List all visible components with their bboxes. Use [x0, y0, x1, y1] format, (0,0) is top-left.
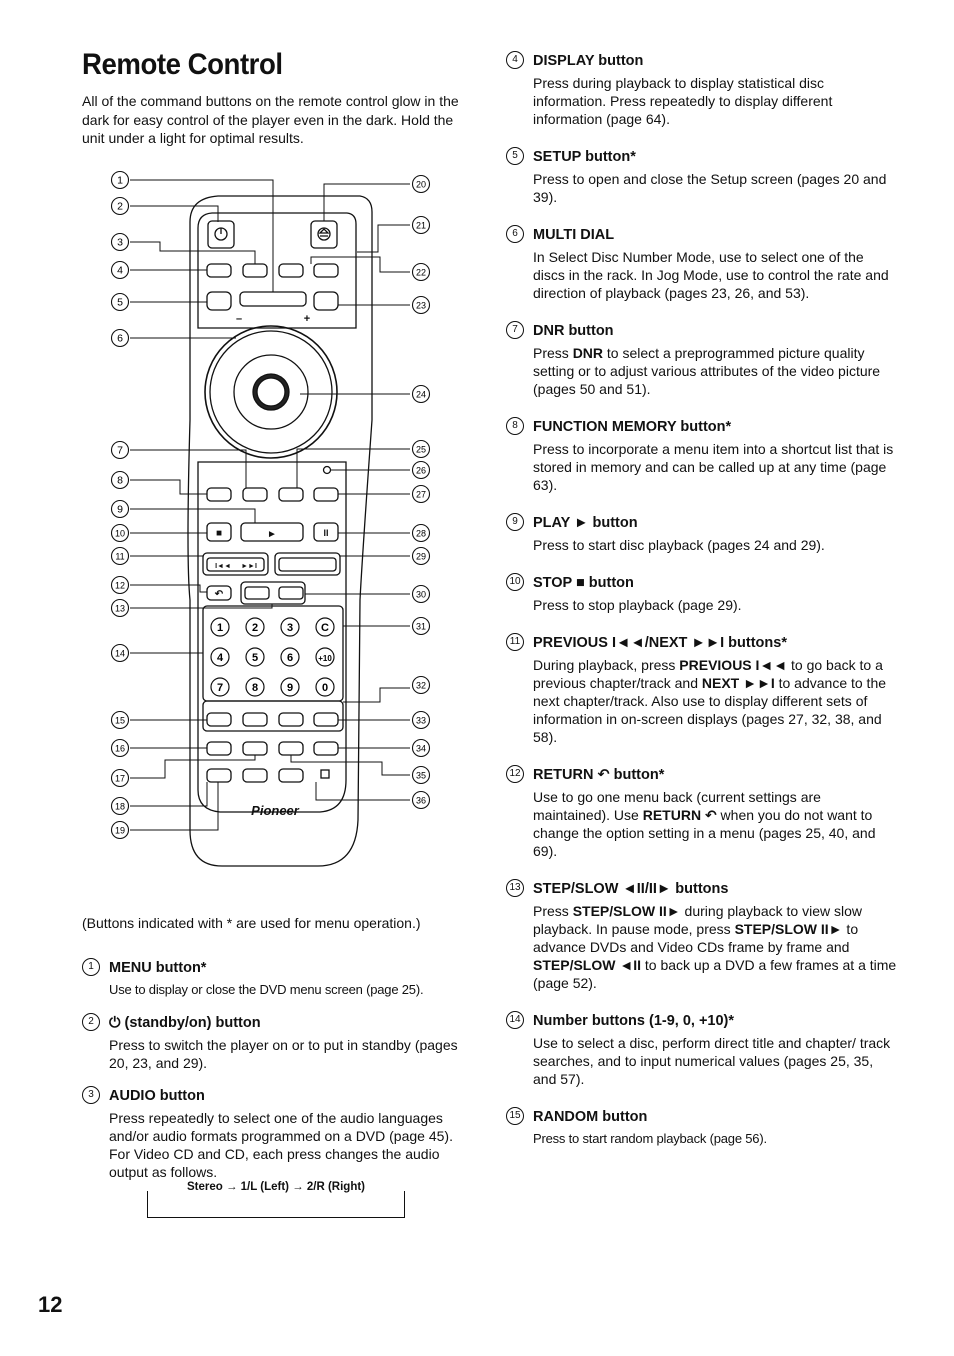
- item-number: 10: [506, 573, 524, 591]
- callout-number: 27: [415, 489, 427, 500]
- callout-number: 10: [114, 528, 126, 539]
- random-button: [207, 713, 231, 726]
- setup-button: [207, 292, 231, 310]
- item-description: Press during playback to display statistical disc information. Press repeatedly to display different information (page 64).: [533, 75, 833, 127]
- item-description: Use to display or close the DVD menu screen (page 25).: [109, 982, 424, 997]
- item-number: 6: [506, 225, 524, 243]
- item-previous-next: [506, 634, 898, 746]
- item-description: Press to open and close the Setup screen (pages 20 and 39).: [533, 171, 887, 205]
- item-number: 14: [506, 1011, 524, 1029]
- item-number: 5: [506, 147, 524, 165]
- number-key-label: 3: [286, 622, 294, 634]
- dnr-button: [207, 488, 231, 501]
- item-number: 1: [82, 958, 100, 976]
- item-number: 2: [82, 1013, 100, 1031]
- item-title: PLAY ► button: [533, 515, 638, 531]
- descriptions-left-column: [82, 959, 477, 1218]
- number-key-label: 0: [321, 682, 329, 694]
- number-key-label: 2: [251, 622, 259, 634]
- item-number: 11: [506, 633, 524, 651]
- item-title: DISPLAY button: [533, 53, 644, 69]
- callout-number: 28: [415, 528, 427, 539]
- remote-brand: Pioneer: [251, 803, 299, 818]
- callout-number: 31: [415, 621, 427, 632]
- callout-number: 1: [117, 174, 123, 187]
- number-key-label: 9: [286, 682, 294, 694]
- standby-button: [208, 221, 234, 248]
- play-symbol: ►: [267, 529, 277, 540]
- callouts-left: [112, 172, 129, 839]
- item-description: Press STEP/SLOW II► during playback to view slow playback. In pause mode, press STEP/SLOW II► to advance DVDs and Video CDs frame by frame and STEP/SLOW ◄II to back up a DVD a few frames at a time (page 52).: [533, 903, 897, 991]
- item-description: Press to start disc playback (pages 24 and 29).: [533, 537, 825, 553]
- item-menu: [82, 959, 477, 999]
- callout-number: 24: [415, 389, 427, 400]
- callout-number: 35: [415, 770, 427, 781]
- power-icon: ⏻: [109, 1015, 121, 1031]
- item-display: [506, 52, 898, 128]
- item-description: Press to incorporate a menu item into a shortcut list that is stored in memory and can be called up at any time (page 63).: [533, 441, 894, 493]
- number-key-label: 6: [286, 652, 294, 664]
- number-key-label: +10: [318, 654, 332, 663]
- callout-number: 13: [114, 603, 126, 614]
- display-button: [207, 264, 231, 277]
- callout-number: 2: [117, 200, 123, 213]
- item-description-2: For Video CD and CD, each press changes the audio output as follows.: [109, 1146, 440, 1180]
- item-title: FUNCTION MEMORY button*: [533, 419, 732, 435]
- callout-number: 9: [117, 503, 123, 516]
- item-return: [506, 766, 898, 860]
- item-title: MULTI DIAL: [533, 227, 615, 243]
- audio-cycle-text: Stereo → 1/L (Left) → 2/R (Right): [168, 1181, 384, 1193]
- item-number: 8: [506, 417, 524, 435]
- item-multi-dial: [506, 226, 898, 302]
- descriptions-right-column: [506, 52, 898, 1148]
- step-back-button: [245, 587, 269, 599]
- callout-number: 33: [415, 715, 427, 726]
- intro-paragraph: All of the command buttons on the remote control glow in the dark for easy control of the player even in the dark. Hold the unit under a light for optimal results.: [82, 93, 459, 146]
- callout-number: 12: [114, 580, 126, 591]
- callout-number: 5: [117, 296, 123, 309]
- remote-inner-panel: [198, 213, 356, 328]
- item-standby: [82, 1014, 477, 1072]
- callout-number: 16: [114, 743, 126, 754]
- item-audio: [82, 1087, 477, 1218]
- item-setup: [506, 148, 898, 206]
- callout-number: 8: [117, 474, 123, 487]
- prev-symbol: I◄◄: [215, 563, 231, 570]
- item-description: Press to start random playback (page 56).: [533, 1131, 767, 1146]
- number-keypad: [211, 618, 334, 696]
- menu-operation-note: (Buttons indicated with * are used for menu operation.): [82, 915, 421, 931]
- callout-number: 15: [114, 715, 126, 726]
- item-description: Use to select a disc, perform direct title and chapter/ track searches, and to input numerical values (pages 25, 35, and 57).: [533, 1035, 891, 1087]
- item-description: Use to go one menu back (current settings are maintained). Use RETURN ↶ when you do not want to change the option setting in a menu (pages 25, 40, and 69).: [533, 789, 876, 859]
- callout-number: 22: [415, 267, 427, 278]
- callout-number: 14: [114, 648, 126, 659]
- item-description: Press to stop playback (page 29).: [533, 597, 742, 613]
- item-title: STEP/SLOW ◄II/II► buttons: [533, 881, 729, 897]
- function-memory-button: [279, 488, 303, 501]
- return-symbol: ↶: [214, 589, 224, 600]
- number-key-label: 7: [216, 682, 224, 694]
- audio-button: [243, 264, 267, 277]
- callout-number: 29: [415, 551, 427, 562]
- stop-symbol: ■: [215, 528, 223, 539]
- item-number-buttons: [506, 1012, 898, 1088]
- item-title: [109, 1014, 477, 1033]
- item-play: [506, 514, 898, 554]
- item-function-memory: [506, 418, 898, 494]
- item-title: RANDOM button: [533, 1109, 648, 1125]
- open-close-button: [311, 221, 337, 248]
- item-title-text: (standby/on) button: [124, 1015, 261, 1031]
- number-key-label: 1: [216, 622, 224, 634]
- item-description: During playback, press PREVIOUS I◄◄ to go back to a previous chapter/track and NEXT ►►I to advance to the next chapter/track. Also use to display different sets of information in on-screen displays (pages 27, 32, 38, and 58).: [533, 657, 887, 745]
- callout-number: 11: [115, 551, 125, 562]
- callout-number: 34: [415, 743, 427, 754]
- plus-label: +: [303, 313, 311, 325]
- number-key-label: 8: [251, 682, 259, 694]
- page-number: 12: [38, 1292, 63, 1317]
- callout-number: 6: [117, 332, 123, 345]
- item-description: In Select Disc Number Mode, use to select one of the discs in the rack. In Jog Mode, use to control the rate and direction of playback (pages 23, 26, and 53).: [533, 249, 889, 301]
- menu-button: [240, 292, 306, 306]
- callout-number: 20: [415, 179, 427, 190]
- item-number: 4: [506, 51, 524, 69]
- item-title: PREVIOUS I◄◄/NEXT ►►I buttons*: [533, 635, 787, 651]
- callout-number: 17: [114, 773, 126, 784]
- item-number: 3: [82, 1086, 100, 1104]
- item-description: Press to switch the player on or to put in standby (pages 20, 23, and 29).: [109, 1037, 458, 1071]
- item-title: Number buttons (1-9, 0, +10)*: [533, 1013, 735, 1029]
- callout-number: 36: [415, 795, 427, 806]
- item-description: Press DNR to select a preprogrammed picture quality setting or to adjust various attributes of the video picture (pages 50 and 51).: [533, 345, 881, 397]
- callout-number: 7: [117, 444, 123, 457]
- minus-label: –: [235, 313, 243, 325]
- item-number: 13: [506, 879, 524, 897]
- item-description: Press repeatedly to select one of the audio languages and/or audio formats programmed on a DVD (page 45).: [109, 1110, 453, 1144]
- step-fwd-button: [279, 587, 303, 599]
- callout-number: 30: [415, 589, 427, 600]
- item-title: MENU button*: [109, 960, 207, 976]
- item-title: STOP ■ button: [533, 575, 634, 591]
- number-key-label: 5: [251, 652, 259, 664]
- callout-number: 3: [117, 236, 123, 249]
- item-number: 7: [506, 321, 524, 339]
- next-symbol: ►►I: [241, 563, 257, 570]
- item-stop: [506, 574, 898, 614]
- item-number: 12: [506, 765, 524, 783]
- callout-number: 18: [114, 801, 126, 812]
- page-title: Remote Control: [82, 48, 283, 81]
- callout-number: 26: [415, 465, 427, 476]
- callouts-right: [413, 176, 430, 809]
- number-key-label: 4: [216, 652, 224, 664]
- item-title: AUDIO button: [109, 1088, 205, 1104]
- item-title: DNR button: [533, 323, 614, 339]
- item-title: RETURN ↶ button*: [533, 767, 665, 783]
- item-title: SETUP button*: [533, 149, 636, 165]
- callout-number: 32: [415, 680, 427, 691]
- callout-number: 23: [415, 300, 427, 311]
- item-step-slow: [506, 880, 898, 992]
- next-button: [279, 558, 336, 571]
- item-number: 9: [506, 513, 524, 531]
- callout-number: 21: [415, 220, 427, 231]
- callout-number: 25: [415, 444, 427, 455]
- item-dnr: [506, 322, 898, 398]
- pause-symbol: II: [323, 528, 329, 538]
- number-key-label: C: [321, 622, 329, 634]
- callout-number: 19: [114, 825, 126, 836]
- item-random: [506, 1108, 898, 1148]
- audio-cycle-diagram: [147, 1181, 405, 1218]
- callout-number: 4: [117, 264, 123, 277]
- item-number: 15: [506, 1107, 524, 1125]
